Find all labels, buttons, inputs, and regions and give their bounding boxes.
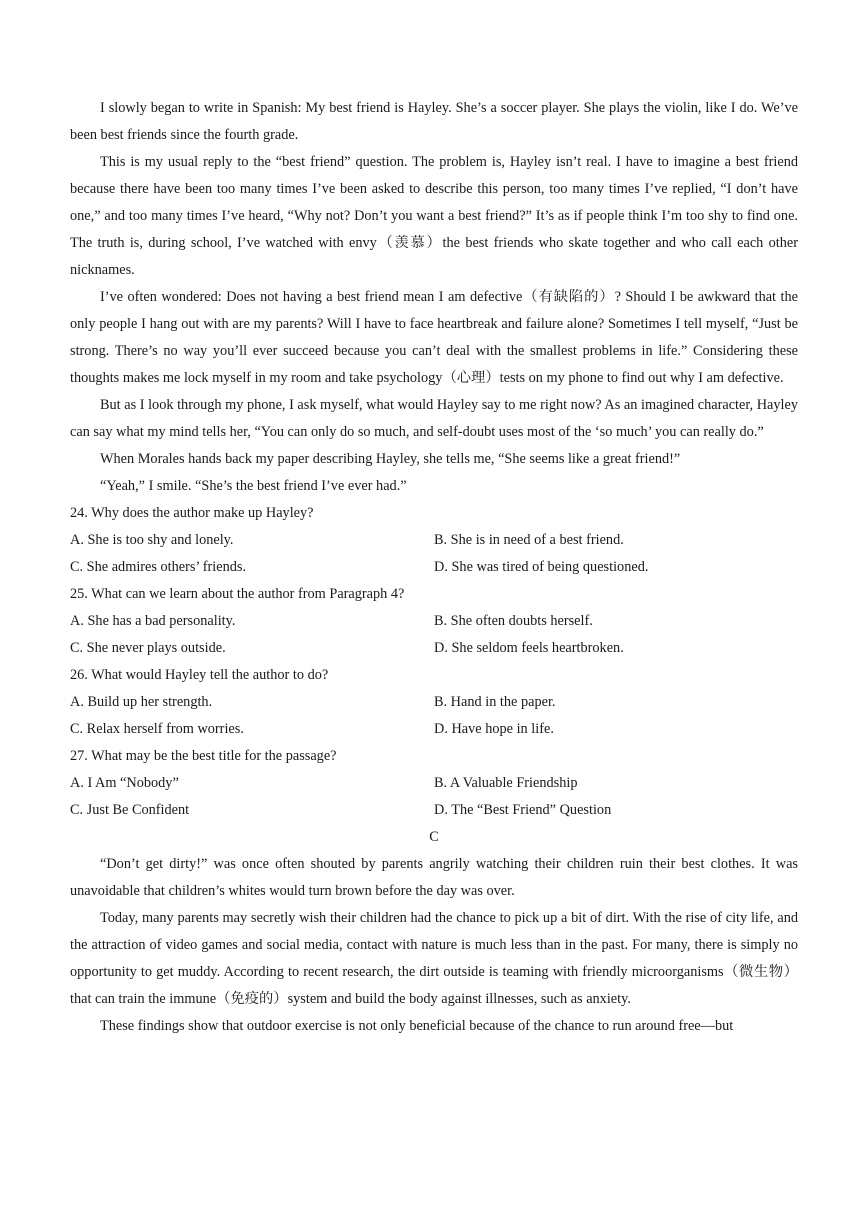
option-c: C. She never plays outside. (70, 640, 226, 656)
question-26-options-row (70, 689, 798, 716)
option-a: A. I Am “Nobody” (70, 775, 179, 791)
section-c-heading: C (429, 829, 439, 845)
option-b: B. She often doubts herself. (434, 613, 593, 629)
question-25-stem: 25. What can we learn about the author from Paragraph 4? (70, 586, 405, 602)
question-27-options-row (70, 797, 798, 824)
option-d: D. She was tired of being questioned. (434, 559, 649, 575)
question-25-options-row (70, 608, 798, 635)
question-24-stem: 24. Why does the author make up Hayley? (70, 505, 314, 521)
passage-b-paragraph: But as I look through my phone, I ask myself, what would Hayley say to me right now? As an imagined character, Hayley can say what my mind tells her, “You can only do so much, and self-doubt uses most of the ‘so much’ you can really do.” (70, 397, 798, 440)
option-b: B. She is in need of a best friend. (434, 532, 624, 548)
question-26-options-row (70, 716, 798, 743)
option-c: C. She admires others’ friends. (70, 559, 247, 575)
passage-b-paragraph: This is my usual reply to the “best friend” question. The problem is, Hayley isn’t real. I have to imagine a best friend because there have been too many times I’ve been asked to describe this person, too many times I’ve replied, “I don’t have one,” and too many times I’ve heard, “Why not? Don’t you want a best friend?” It’s as if people think I’m too shy to find one. The truth is, during school, I’ve watched with envy（羡慕）the best friends who skate together and who call each other nicknames. (70, 154, 798, 278)
question-27-stem: 27. What may be the best title for the passage? (70, 748, 337, 764)
question-24-options-row (70, 554, 798, 581)
question-25-options-row (70, 635, 798, 662)
question-26-stem: 26. What would Hayley tell the author to do? (70, 667, 329, 683)
option-b: B. A Valuable Friendship (434, 775, 578, 791)
option-d: D. She seldom feels heartbroken. (434, 640, 624, 656)
option-c: C. Relax herself from worries. (70, 721, 244, 737)
passage-b-paragraph: When Morales hands back my paper describing Hayley, she tells me, “She seems like a great friend!” (100, 451, 681, 467)
passage-b-paragraph: “Yeah,” I smile. “She’s the best friend I’ve ever had.” (100, 478, 407, 494)
exam-page (70, 95, 798, 1040)
passage-c-paragraph: Today, many parents may secretly wish their children had the chance to pick up a bit of dirt. With the rise of city life, and the attraction of video games and social media, contact with nature is much less than in the past. For many, there is simply no opportunity to get muddy. According to recent research, the dirt outside is teaming with friendly microorganisms（微生物）that can train the immune（免疫的）system and build the body against illnesses, such as anxiety. (70, 910, 798, 1007)
option-d: D. The “Best Friend” Question (434, 802, 612, 818)
passage-b-paragraph: I slowly began to write in Spanish: My best friend is Hayley. She’s a soccer player. She plays the violin, like I do. We’ve been best friends since the fourth grade. (70, 100, 798, 143)
option-a: A. She is too shy and lonely. (70, 532, 234, 548)
option-c: C. Just Be Confident (70, 802, 190, 818)
option-a: A. She has a bad personality. (70, 613, 236, 629)
passage-c-paragraph: “Don’t get dirty!” was once often shouted by parents angrily watching their children ruin their best clothes. It was unavoidable that children’s whites would turn brown before the day was over. (70, 856, 798, 899)
option-b: B. Hand in the paper. (434, 694, 556, 710)
passage-b-paragraph: I’ve often wondered: Does not having a best friend mean I am defective（有缺陷的）? Should I be awkward that the only people I hang out with are my parents? Will I have to face heartbreak and failure alone? Sometimes I tell myself, “Just be strong. There’s no way you’ll ever succeed because you can’t deal with the smallest problems in life.” Considering these thoughts makes me lock myself in my room and take psychology（心理）tests on my phone to find out why I am defective. (70, 289, 798, 386)
question-27-options-row (70, 770, 798, 797)
question-24-options-row (70, 527, 798, 554)
passage-c-paragraph: These findings show that outdoor exercise is not only beneficial because of the chance to run around free—but (100, 1018, 734, 1034)
option-a: A. Build up her strength. (70, 694, 213, 710)
option-d: D. Have hope in life. (434, 721, 554, 737)
